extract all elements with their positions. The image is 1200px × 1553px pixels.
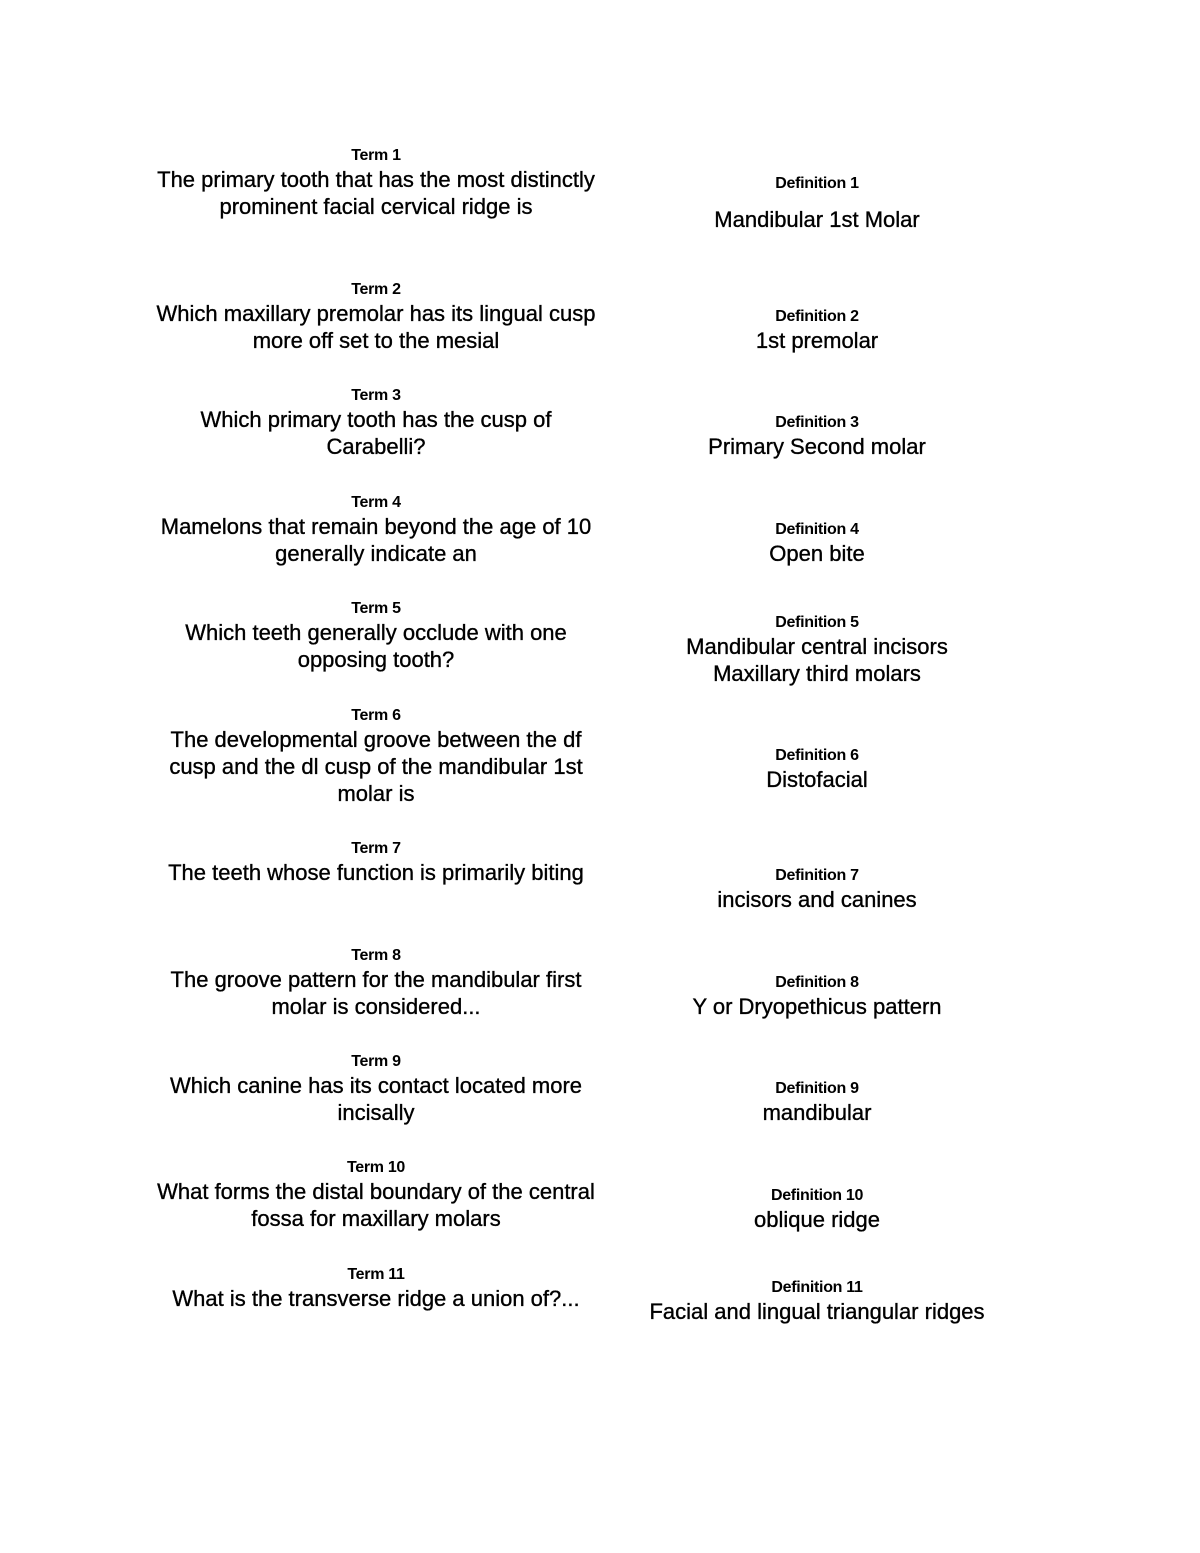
definition-label: Definition 6 [775, 747, 859, 764]
definition-text: 1st premolar [755, 328, 879, 353]
term-text: The primary tooth that has the most distinctly prominent facial cervical ridge is [157, 167, 595, 219]
definition-label: Definition 1 [775, 175, 859, 192]
term-label: Term 2 [351, 281, 401, 298]
term-label: Term 10 [346, 1159, 406, 1176]
term-label: Term 1 [351, 147, 401, 164]
definition-block [600, 307, 1034, 354]
term-text: Which maxillary premolar has its lingual cusp more off set to the mesial [156, 301, 596, 353]
definition-label: Definition 4 [775, 521, 859, 538]
term-block [150, 946, 602, 1020]
definition-text: incisors and canines [717, 887, 917, 912]
term-text: The groove pattern for the mandibular first molar is considered... [170, 967, 582, 1019]
definition-block [600, 613, 1034, 687]
definition-text: Distofacial [766, 767, 868, 792]
definition-label: Definition 7 [775, 867, 859, 884]
definition-label: Definition 10 [770, 1187, 864, 1204]
definition-label: Definition 2 [775, 308, 859, 325]
definition-block [600, 413, 1034, 460]
definition-block [600, 1278, 1034, 1325]
term-block [150, 1265, 602, 1312]
term-text: What is the transverse ridge a union of?... [172, 1286, 580, 1311]
definition-text: oblique ridge [754, 1207, 880, 1232]
definition-block [600, 866, 1034, 913]
term-text: Which canine has its contact located more incisally [169, 1073, 583, 1125]
definition-text: mandibular [762, 1100, 872, 1125]
definition-label: Definition 5 [775, 614, 859, 631]
term-block [150, 1158, 602, 1232]
definition-block [600, 746, 1034, 793]
term-label: Term 8 [351, 947, 401, 964]
definition-block [600, 1079, 1034, 1126]
term-label: Term 11 [347, 1266, 405, 1283]
definition-block [600, 973, 1034, 1020]
term-block [150, 1052, 602, 1126]
definition-label: Definition 11 [771, 1279, 863, 1296]
term-label: Term 3 [351, 387, 401, 404]
term-text: Which teeth generally occlude with one opposing tooth? [185, 620, 567, 672]
definition-block [600, 1186, 1034, 1233]
term-label: Term 7 [351, 840, 401, 857]
definition-label: Definition 8 [775, 974, 859, 991]
term-text: Which primary tooth has the cusp of Carabelli? [200, 407, 552, 459]
definition-label: Definition 3 [775, 414, 859, 431]
term-block [150, 280, 602, 354]
term-label: Term 9 [351, 1053, 401, 1070]
definition-block [600, 174, 1034, 233]
term-text: The developmental groove between the df cusp and the dl cusp of the mandibular 1st molar is [169, 727, 583, 806]
definition-text: Open bite [769, 541, 865, 566]
term-block [150, 146, 602, 220]
definition-text: Primary Second molar [708, 434, 926, 459]
term-label: Term 6 [351, 707, 401, 724]
definition-label: Definition 9 [775, 1080, 859, 1097]
term-block [150, 839, 602, 886]
term-block [150, 386, 602, 460]
term-block [150, 706, 602, 807]
term-text: The teeth whose function is primarily biting [168, 860, 584, 885]
definition-text: Mandibular 1st Molar [714, 207, 920, 232]
definition-block [600, 520, 1034, 567]
term-text: What forms the distal boundary of the central fossa for maxillary molars [157, 1179, 595, 1231]
term-label: Term 5 [351, 600, 401, 617]
definition-text: Mandibular central incisors Maxillary third molars [686, 634, 948, 686]
term-block [150, 493, 602, 567]
definition-text: Facial and lingual triangular ridges [649, 1299, 985, 1324]
term-label: Term 4 [351, 494, 401, 511]
term-text: Mamelons that remain beyond the age of 10 generally indicate an [160, 514, 592, 566]
definition-text: Y or Dryopethicus pattern [692, 994, 942, 1019]
term-block [150, 599, 602, 673]
